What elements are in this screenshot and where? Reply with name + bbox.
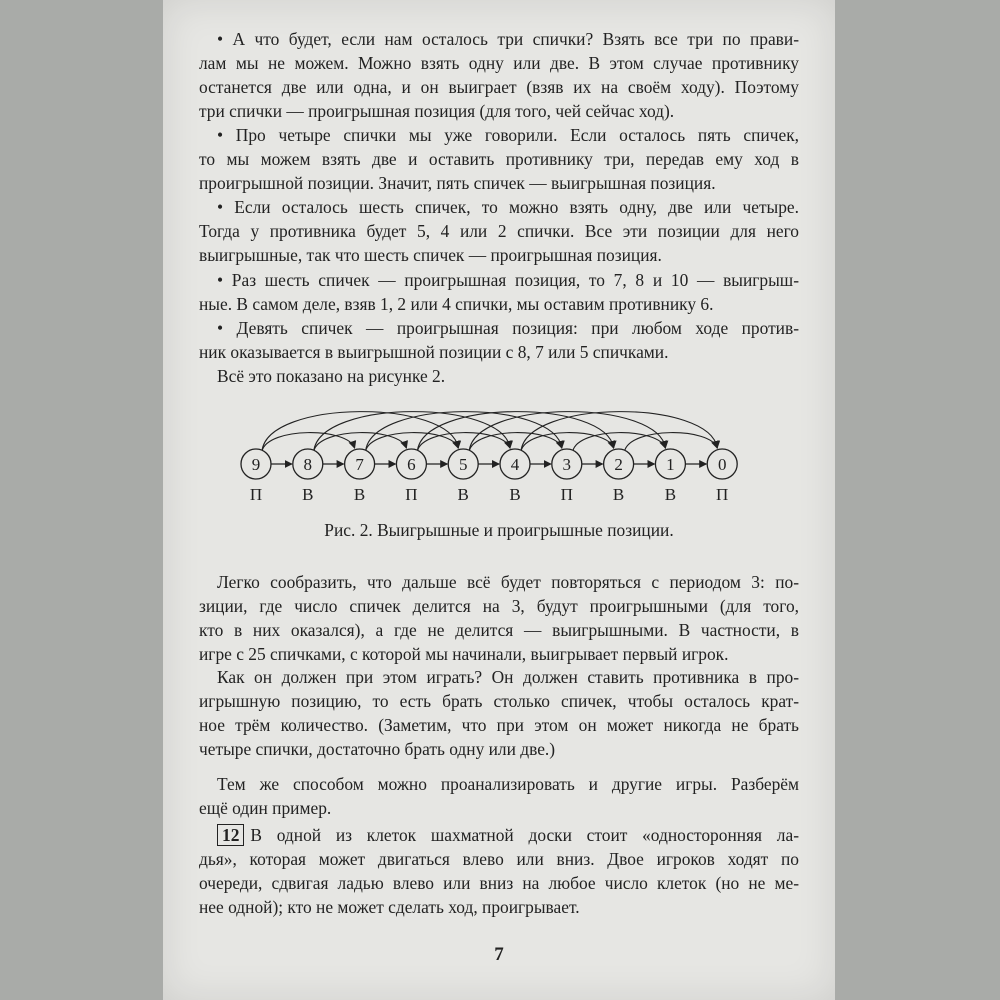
- text-line: ещё один пример.: [199, 798, 332, 818]
- move-arrow-2: [573, 433, 666, 451]
- game-positions-diagram: [163, 0, 835, 520]
- node-label: 2: [614, 455, 623, 474]
- move-arrow-2: [366, 433, 459, 451]
- position-outcome-label: В: [302, 485, 314, 504]
- text-line: Тем же способом можно проанализировать и другие игры. Разберём: [217, 774, 799, 794]
- move-arrow-2: [314, 433, 407, 451]
- position-outcome-label: П: [249, 485, 263, 504]
- text-line: Как он должен при этом играть? Он должен ставить противника в про-: [217, 667, 799, 687]
- node-label: 6: [407, 455, 416, 474]
- node-label: 3: [562, 455, 572, 474]
- position-outcome-label: В: [509, 485, 521, 504]
- text-line: • А что будет, если нам осталось три спички? Взять все три по прави-: [217, 29, 799, 49]
- text-line: Всё это показано на рисунке 2.: [217, 366, 446, 386]
- text-line: ные. В самом деле, взяв 1, 2 или 4 спички, мы оставим противнику 6.: [199, 294, 714, 314]
- position-outcome-label: В: [353, 485, 366, 504]
- text-line: три спички — проигрышная позиция (для того, чей сейчас ход).: [199, 101, 675, 121]
- position-outcome-label: П: [560, 485, 573, 504]
- text-line: лам мы не можем. Можно взять одну или две. В этом случае противнику: [199, 53, 799, 73]
- node-label: 9: [251, 455, 261, 474]
- position-labels: [250, 485, 728, 504]
- text-line: дья», которая может двигаться влево или вниз. Двое игроков ходят по: [199, 849, 799, 869]
- position-outcome-label: В: [664, 485, 677, 504]
- text-line: очереди, сдвигая ладью влево или вниз на любое число клеток (но не ме-: [199, 873, 799, 893]
- text-line: кто в них оказался), а где не делится — выигрышными. В частности, в: [199, 620, 799, 640]
- text-line: • Про четыре спички мы уже говорили. Если осталось пять спичек,: [217, 125, 799, 145]
- text-line: Легко сообразить, что дальше всё будет повторяться с периодом 3: по-: [217, 572, 799, 592]
- problem-number: 12: [217, 824, 244, 846]
- text-line: Тогда у противника будет 5, 4 или 2 спички. Все эти позиции для него: [199, 221, 799, 241]
- text-line: останется две или одна, и он выиграет (взяв их на своём ходу). Поэтому: [199, 77, 799, 97]
- position-outcome-label: В: [457, 485, 469, 504]
- text-line: зиции, где число спичек делится на 3, будут проигрышными (для того,: [199, 596, 799, 616]
- node-label: 0: [717, 455, 727, 474]
- text-line: проигрышной позиции. Значит, пять спичек — выигрышная позиция.: [199, 173, 716, 193]
- position-outcome-label: П: [405, 485, 418, 504]
- figure-caption: Рис. 2. Выигрышные и проигрышные позиции.: [324, 520, 674, 540]
- move-arrow-2: [469, 433, 562, 451]
- position-outcome-label: П: [716, 485, 729, 504]
- text-line: В одной из клеток шахматной доски стоит «односторонняя ла-: [250, 825, 799, 845]
- page-number: 7: [494, 944, 504, 965]
- position-outcome-label: В: [612, 485, 625, 504]
- text-line: • Если осталось шесть спичек, то можно взять одну, две или четыре.: [217, 197, 799, 217]
- text-line: • Раз шесть спичек — проигрышная позиция, то 7, 8 и 10 — выигрыш-: [217, 270, 799, 290]
- move-arrows: [262, 412, 717, 464]
- problem-first-line: [217, 823, 799, 847]
- text-line: игре с 25 спичками, с которой мы начинали, выигрывает первый игрок.: [199, 644, 729, 664]
- node-label: 5: [458, 455, 468, 474]
- move-arrow-2: [521, 433, 614, 451]
- text-line: ник оказывается в выигрышной позиции с 8, 7 или 5 спичками.: [199, 342, 669, 362]
- move-arrow-2: [625, 433, 718, 451]
- text-line: • Девять спичек — проигрышная позиция: при любом ходе против-: [217, 318, 799, 338]
- move-arrow-2: [417, 433, 510, 451]
- text-line: ное трём количество. (Заметим, что при этом он может никогда не брать: [199, 715, 799, 735]
- text-line: выигрышные, так что шесть спичек — проигрышная позиция.: [199, 245, 662, 265]
- text-line: нее одной); кто не может сделать ход, проигрывает.: [199, 897, 580, 917]
- node-label: 7: [355, 455, 364, 474]
- text-line: то мы можем взять две и оставить противнику три, передав ему ход в: [199, 149, 799, 169]
- move-arrow-2: [262, 433, 355, 451]
- node-label: 8: [303, 455, 313, 474]
- text-line: четыре спички, достаточно брать одну или две.): [199, 739, 556, 759]
- node-label: 4: [510, 455, 520, 474]
- node-label: 1: [666, 455, 675, 474]
- text-line: игрышную позицию, то есть брать столько спичек, чтобы осталось крат-: [199, 691, 799, 711]
- book-page: [163, 0, 835, 1000]
